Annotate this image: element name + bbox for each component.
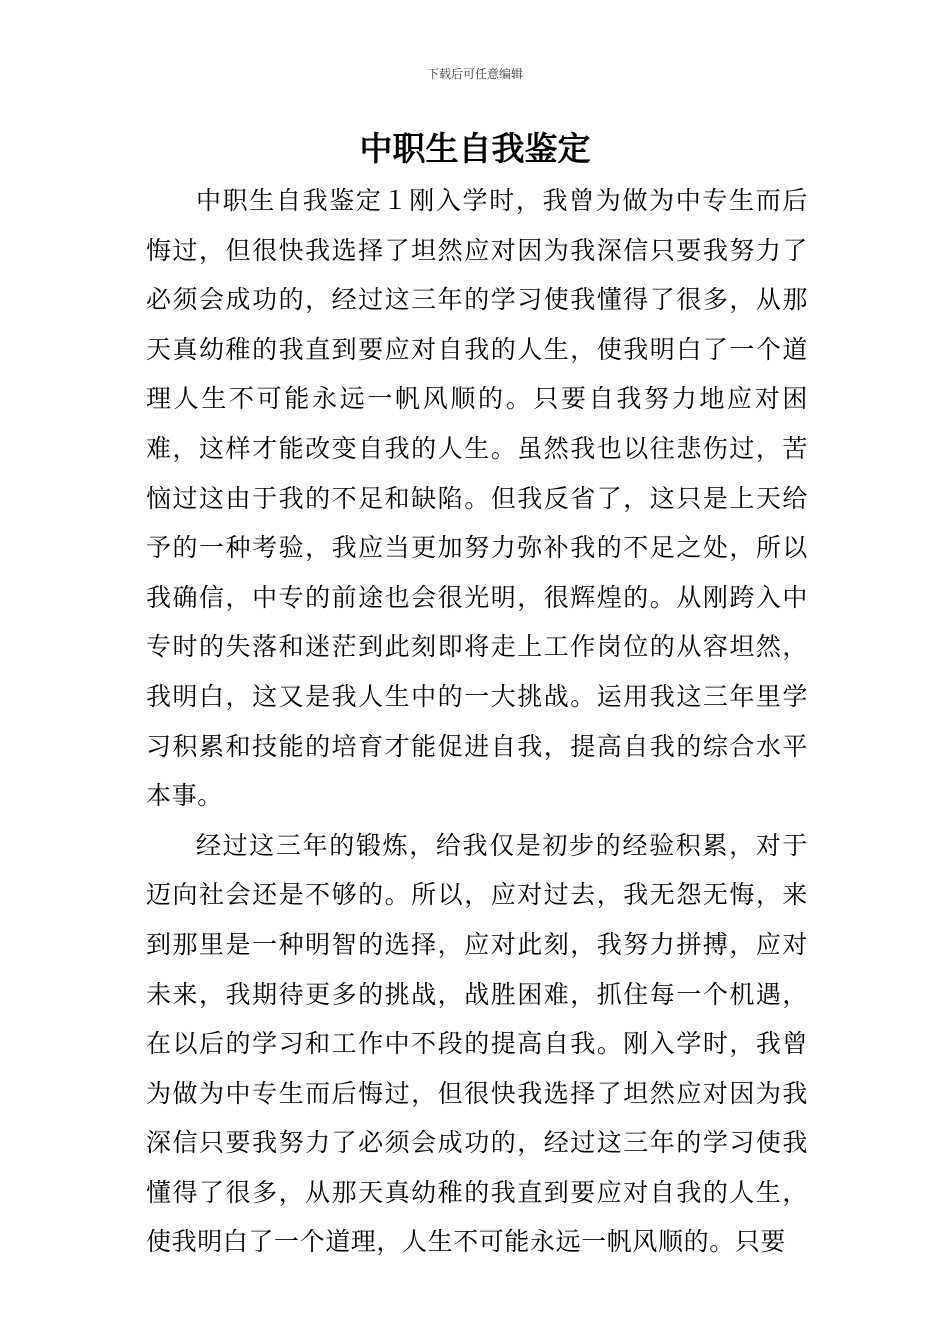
document-body xyxy=(146,176,808,1267)
header-note: 下载后可任意编辑 xyxy=(426,67,523,81)
document-title: 中职生自我鉴定 xyxy=(359,129,591,168)
paragraph-1: 中职生自我鉴定１刚入学时，我曾为做为中专生而后悔过，但很快我选择了坦然应对因为我深信只要我努力了必须会成功的，经过这三年的学习使我懂得了很多，从那天真幼稚的我直到要应对自我的人生，使我明白了一个道理人生不可能永远一帆风顺的。只要自我努力地应对困难，这样才能改变自我的人生。虽然我也以往悲伤过，苦恼过这由于我的不足和缺陷。但我反省了，这只是上天给予的一种考验，我应当更加努力弥补我的不足之处，所以我确信，中专的前途也会很光明，很辉煌的。从刚跨入中专时的失落和迷茫到此刻即将走上工作岗位的从容坦然，我明白，这又是我人生中的一大挑战。运用我这三年里学习积累和技能的培育才能促进自我，提高自我的综合水平本事。 xyxy=(146,186,808,811)
paragraph-2: 经过这三年的锻炼，给我仅是初步的经验积累，对于迈向社会还是不够的。所以，应对过去，我无怨无悔，来到那里是一种明智的选择，应对此刻，我努力拼搏，应对未来，我期待更多的挑战，战胜困难，抓住每一个机遇，在以后的学习和工作中不段的提高自我。刚入学时，我曾为做为中专生而后悔过，但很快我选择了坦然应对因为我深信只要我努力了必须会成功的，经过这三年的学习使我懂得了很多，从那天真幼稚的我直到要应对自我的人生，使我明白了一个道理，人生不可能永远一帆风顺的。只要 xyxy=(146,830,808,1257)
